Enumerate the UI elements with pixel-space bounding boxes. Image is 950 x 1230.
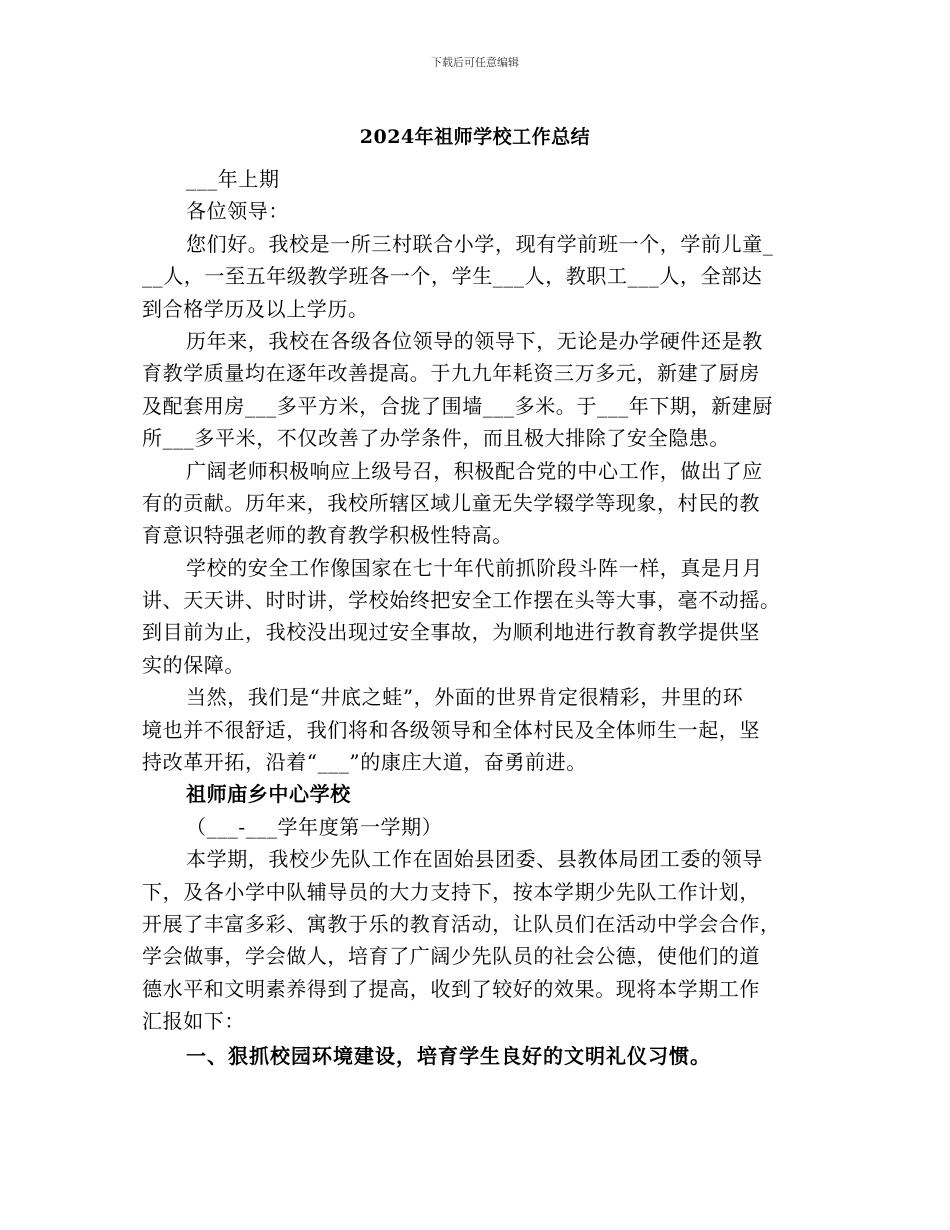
school-name-line: 祖师庙乡中心学校 <box>186 782 351 807</box>
paragraph-line: 广阔老师积极响应上级号召，积极配合党的中心工作，做出了应 <box>186 458 763 483</box>
paragraph-line: 育意识特强老师的教育教学积极性特高。 <box>142 523 513 548</box>
paragraph-line: 各位领导： <box>186 199 289 224</box>
document-title: 2024年祖师学校工作总结 <box>359 126 591 148</box>
paragraph-line: 学校的安全工作像国家在七十年代前抓阶段斗阵一样，真是月月 <box>186 555 763 580</box>
paragraph-line: 下，及各小学中队辅导员的大力支持下，按本学期少先队工作计划， <box>142 879 760 904</box>
paragraph-line: 有的贡献。历年来，我校所辖区域儿童无失学辍学等现象，村民的教 <box>142 490 760 515</box>
paragraph-line: 开展了丰富多彩、寓教于乐的教育活动，让队员们在活动中学会合作， <box>142 911 781 936</box>
paragraph-line: 持改革开拓，沿着“___”的康庄大道，奋勇前进。 <box>142 750 587 775</box>
document-body <box>142 163 814 1074</box>
paragraph-line: ___年上期 <box>186 167 280 191</box>
paragraph-line: __人，一至五年级教学班各一个，学生___人，教职工___人，全部达 <box>142 264 763 289</box>
paragraph-line: 所___多平米，不仅改善了办学条件，而且极大排除了安全隐患。 <box>142 426 730 451</box>
paragraph-line: 历年来，我校在各级各位领导的领导下，无论是办学硬件还是教 <box>186 328 763 353</box>
paragraph-line: 到合格学历及以上学历。 <box>142 296 369 321</box>
paragraph-line: 及配套用房___多平方米，合拢了围墙___多米。于___年下期，新建厨 <box>142 393 773 418</box>
paragraph-line: （___-___学年度第一学期） <box>186 814 443 839</box>
page-header-note: 下载后可任意编辑 <box>431 56 519 69</box>
paragraph-line: 讲、天天讲、时时讲，学校始终把安全工作摆在头等大事，毫不动摇。 <box>142 588 781 613</box>
paragraph-line: 到目前为止，我校没出现过安全事故，为顺利地进行教育教学提供坚 <box>142 620 760 645</box>
paragraph-line: 学会做事，学会做人，培育了广阔少先队员的社会公德，使他们的道 <box>142 944 760 969</box>
paragraph-line: 境也并不很舒适，我们将和各级领导和全体村民及全体师生一起，坚 <box>142 717 760 742</box>
paragraph-line: 本学期，我校少先队工作在固始县团委、县教体局团工委的领导 <box>186 847 763 872</box>
paragraph-line: 德水平和文明素养得到了提高，收到了较好的效果。现将本学期工作 <box>142 976 760 1001</box>
paragraph-line: 当然，我们是“井底之蛙”，外面的世界肯定很精彩，井里的环 <box>186 685 744 710</box>
paragraph-line: 您们好。我校是一所三村联合小学，现有学前班一个，学前儿童_ <box>186 231 774 256</box>
paragraph-line: 育教学质量均在逐年改善提高。于九九年耗资三万多元，新建了厨房 <box>142 361 760 386</box>
section-heading: 一、狠抓校园环境建设，培育学生良好的文明礼仪习惯。 <box>186 1043 711 1068</box>
paragraph-line: 汇报如下： <box>142 1009 245 1034</box>
paragraph-line: 实的保障。 <box>142 652 245 677</box>
